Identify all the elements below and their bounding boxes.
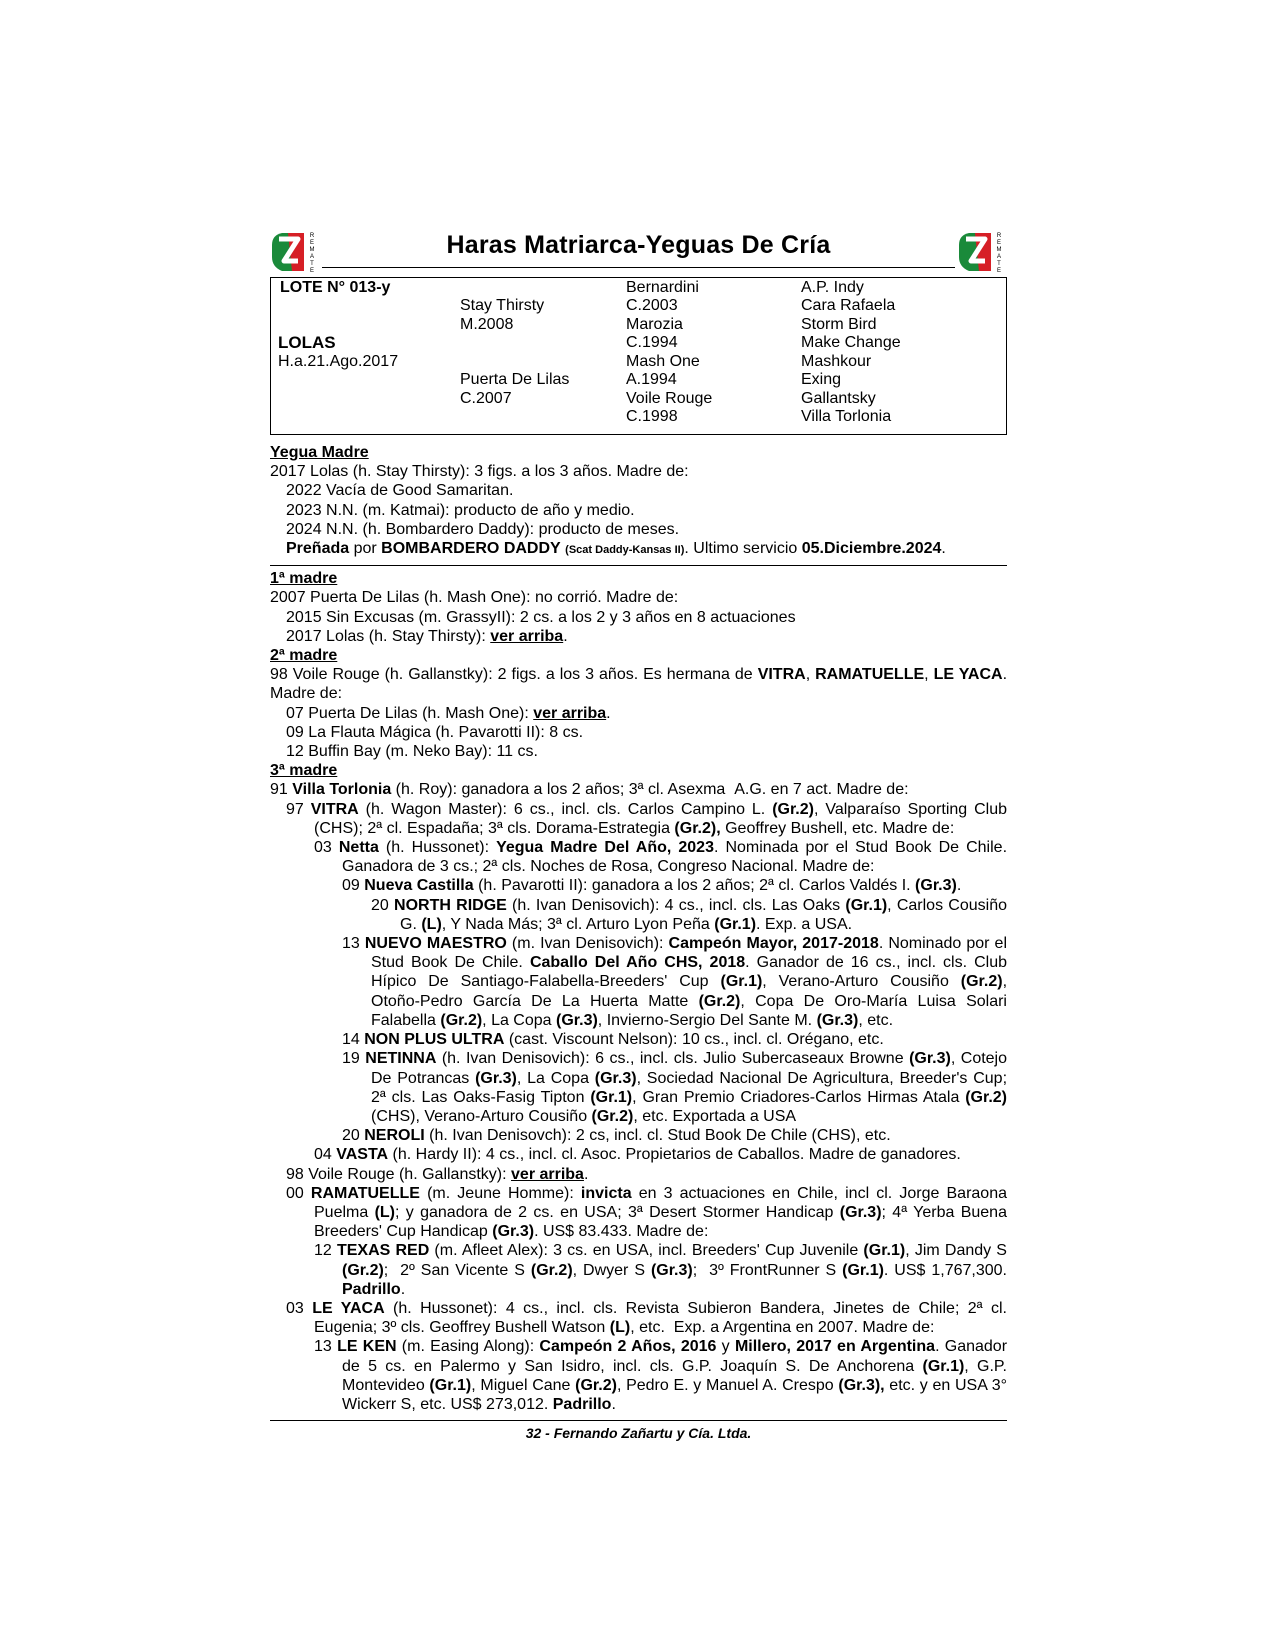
svg-text:A: A (996, 254, 1002, 260)
text-line: 12 Buffin Bay (m. Neko Bay): 11 cs. (286, 743, 538, 761)
section-1-madre (270, 569, 1007, 646)
horse-birth: H.a.21.Ago.2017 (278, 353, 399, 370)
svg-text:E: E (309, 240, 315, 246)
text-line: Preñada por BOMBARDERO DADDY (Scat Daddy-Kansas II). Ultimo servicio 05.Diciembre.2024. (286, 540, 946, 558)
text-line: 2017 Lolas (h. Stay Thirsty): 3 figs. a los 3 años. Madre de: (270, 463, 689, 481)
text-line: 98 Voile Rouge (h. Gallanstky): ver arriba. (286, 1165, 589, 1183)
section-heading: 2ª madre (270, 647, 338, 665)
great-grandparent: Cara Rafaela (801, 297, 896, 314)
section-3-madre (270, 761, 1007, 1414)
catalog-page (270, 225, 1007, 1441)
text-line: 03 Netta (h. Hussonet): Yegua Madre Del Año, 2023. Nominada por el Stud Book De Chile. Ganadora de 3 cs.; 2ª cls. Noches de Rosa, Congreso Nacional. Madre de: (314, 839, 1008, 876)
great-grandparent: Villa Torlonia (801, 408, 892, 425)
page-title: Haras Matriarca-Yeguas De Cría (446, 231, 831, 259)
great-grandparent: A.P. Indy (801, 279, 864, 296)
text-line: 19 NETINNA (h. Ivan Denisovich): 6 cs., incl. cls. Julio Subercaseaux Browne (Gr.3), Cotejo De Potrancas (Gr.3), La Copa (Gr.3), Sociedad Nacional De Agricultura, Breeder's Cup; 2ª cls. Las Oaks-Fasig Tipton (Gr.1), Gran Premio Criadores-Carlos Hirmas Atala (Gr.2)(CHS), Verano-Arturo Cousiño (Gr.2), etc. Exportada a USA (342, 1050, 1008, 1125)
great-grandparent: Mashkour (801, 353, 872, 370)
svg-text:T: T (310, 261, 314, 267)
text-line: 09 Nueva Castilla (h. Pavarotti II): ganadora a los 2 años; 2ª cl. Carlos Valdés I. (Gr.3). (342, 877, 962, 895)
svg-text:E: E (996, 268, 1002, 273)
sire-year: M.2008 (460, 316, 514, 333)
text-line: 09 La Flauta Mágica (h. Pavarotti II): 8 cs. (286, 723, 584, 741)
dam: Puerta De Lilas (460, 371, 570, 388)
page-header (270, 225, 1007, 275)
text-line: 12 TEXAS RED (m. Afleet Alex): 3 cs. en USA, incl. Breeders' Cup Juvenile (Gr.1), Jim Dandy S (Gr.2); 2º San Vicente S (Gr.2), Dwyer S (Gr.3); 3º FrontRunner S (Gr.1). US$ 1,767,300. Padrillo. (314, 1242, 1007, 1298)
great-grandparent: Gallantsky (801, 390, 876, 407)
text-line: 13 LE KEN (m. Easing Along): Campeón 2 Años, 2016 y Millero, 2017 en Argentina. Ganador de 5 cs. en Palermo y San Isidro, incl. cls. G.P. Joaquín S. De Anchorena (Gr.1), G.P. Montevideo (Gr.1), Miguel Cane (Gr.2), Pedro E. y Manuel A. Crespo (Gr.3), etc. y en USA 3° Wickerr S, etc. US$ 273,012. Padrillo. (314, 1338, 1008, 1413)
text-line: 2017 Lolas (h. Stay Thirsty): ver arriba. (286, 627, 568, 645)
page-footer: 32 - Fernando Zañartu y Cía. Ltda. (525, 1425, 752, 1442)
section-divider (270, 565, 1007, 566)
section-yegua-madre (270, 443, 1007, 560)
text-line: 20 NORTH RIDGE (h. Ivan Denisovich): 4 cs., incl. cls. Las Oaks (Gr.1), Carlos Cousiño G. (L), Y Nada Más; 3ª cl. Arturo Lyon Peña (Gr.1). Exp. a USA. (371, 896, 1008, 933)
text-line: 13 NUEVO MAESTRO (m. Ivan Denisovich): Campeón Mayor, 2017-2018. Nominado por el Stud Book De Chile. Caballo Del Año CHS, 2018. Ganador de 16 cs., incl. cls. Club Hípico De Santiago-Falabella-Breeders' Cup (Gr.1), Verano-Arturo Cousiño (Gr.2), Otoño-Pedro García De La Huerta Matte (Gr.2), Copa De Oro-María Luisa Solari Falabella (Gr.2), La Copa (Gr.3), Invierno-Sergio Del Sante M. (Gr.3), etc. (342, 935, 1008, 1029)
svg-text:T: T (997, 261, 1001, 267)
text-line: 2007 Puerta De Lilas (h. Mash One): no corrió. Madre de: (270, 589, 679, 607)
text-line: 14 NON PLUS ULTRA (cast. Viscount Nelson): 10 cs., incl. cl. Orégano, etc. (342, 1031, 884, 1049)
zr-remates-logo (957, 227, 1007, 273)
text-line: 91 Villa Torlonia (h. Roy): ganadora a los 2 años; 3ª cl. Asexma A.G. en 7 act. Madre de: (270, 781, 909, 799)
grandsire-2: Mash One (626, 353, 700, 370)
pedigree-box (270, 277, 1007, 435)
zr-remates-logo (270, 227, 320, 273)
grandsire-1: Bernardini (626, 279, 699, 296)
great-grandparent: Exing (801, 371, 842, 388)
text-line: 04 VASTA (h. Hardy II): 4 cs., incl. cl. Asoc. Propietarios de Caballos. Madre de ganadores. (314, 1146, 961, 1164)
svg-text:M: M (996, 247, 1002, 253)
granddam-2: Voile Rouge (626, 390, 713, 407)
grandsire-1-year: C.2003 (626, 297, 678, 314)
section-heading: 1ª madre (270, 570, 338, 588)
grandsire-2-year: A.1994 (626, 371, 677, 388)
text-line: 2023 N.N. (m. Katmai): producto de año y medio. (286, 501, 635, 519)
great-grandparent: Storm Bird (801, 316, 877, 333)
svg-text:A: A (309, 254, 315, 260)
svg-text:R: R (996, 233, 1002, 239)
great-grandparent: Make Change (801, 334, 901, 351)
svg-text:R: R (309, 233, 315, 239)
text-line: 07 Puerta De Lilas (h. Mash One): ver arriba. (286, 704, 611, 722)
granddam-2-year: C.1998 (626, 408, 678, 425)
dam-year: C.2007 (460, 390, 512, 407)
text-line: 03 LE YACA (h. Hussonet): 4 cs., incl. cls. Revista Subieron Bandera, Jinetes de Chile; 2ª cl. Eugenia; 3º cls. Geoffrey Bushell Watson (L), etc. Exp. a Argentina en 2007. Madre de: (286, 1299, 1007, 1337)
svg-text:M: M (309, 247, 315, 253)
section-2-madre (270, 646, 1007, 761)
granddam-1-year: C.1994 (626, 334, 678, 351)
sire: Stay Thirsty (460, 297, 545, 314)
text-line: 2024 N.N. (h. Bombardero Daddy): producto de meses. (286, 520, 680, 538)
section-heading: 3ª madre (270, 762, 338, 780)
text-line: 00 RAMATUELLE (m. Jeune Homme): invicta en 3 actuaciones en Chile, incl cl. Jorge Baraona Puelma (L); y ganadora de 2 cs. en USA; 3ª Desert Stormer Handicap (Gr.3); 4ª Yerba Buena Breeders' Cup Handicap (Gr.3). US$ 83.433. Madre de: (286, 1184, 1007, 1241)
text-line: 20 NEROLI (h. Ivan Denisovch): 2 cs, incl. cl. Stud Book De Chile (CHS), etc. (342, 1127, 891, 1145)
text-line: 97 VITRA (h. Wagon Master): 6 cs., incl. cls. Carlos Campino L. (Gr.2), Valparaíso Sporting Club (CHS); 2ª cl. Espadaña; 3ª cls. Dorama-Estrategia (Gr.2), Geoffrey Bushell, etc. Madre de: (286, 800, 1008, 837)
svg-text:E: E (996, 240, 1002, 246)
section-heading: Yegua Madre (270, 444, 369, 461)
horse-name: LOLAS (278, 333, 336, 352)
text-line: 98 Voile Rouge (h. Gallanstky): 2 figs. a los 3 años. Es hermana de VITRA, RAMATUELLE, LE YACA. Madre de: (270, 666, 1008, 703)
text-line: 2015 Sin Excusas (m. GrassyII): 2 cs. a los 2 y 3 años en 8 actuaciones (286, 608, 796, 626)
footer-rule (270, 1420, 1007, 1421)
svg-text:E: E (309, 268, 315, 273)
text-line: 2022 Vacía de Good Samaritan. (286, 482, 514, 500)
header-rule (322, 267, 955, 268)
granddam-1: Marozia (626, 316, 683, 333)
lot-number: LOTE N° 013-y (280, 279, 391, 296)
